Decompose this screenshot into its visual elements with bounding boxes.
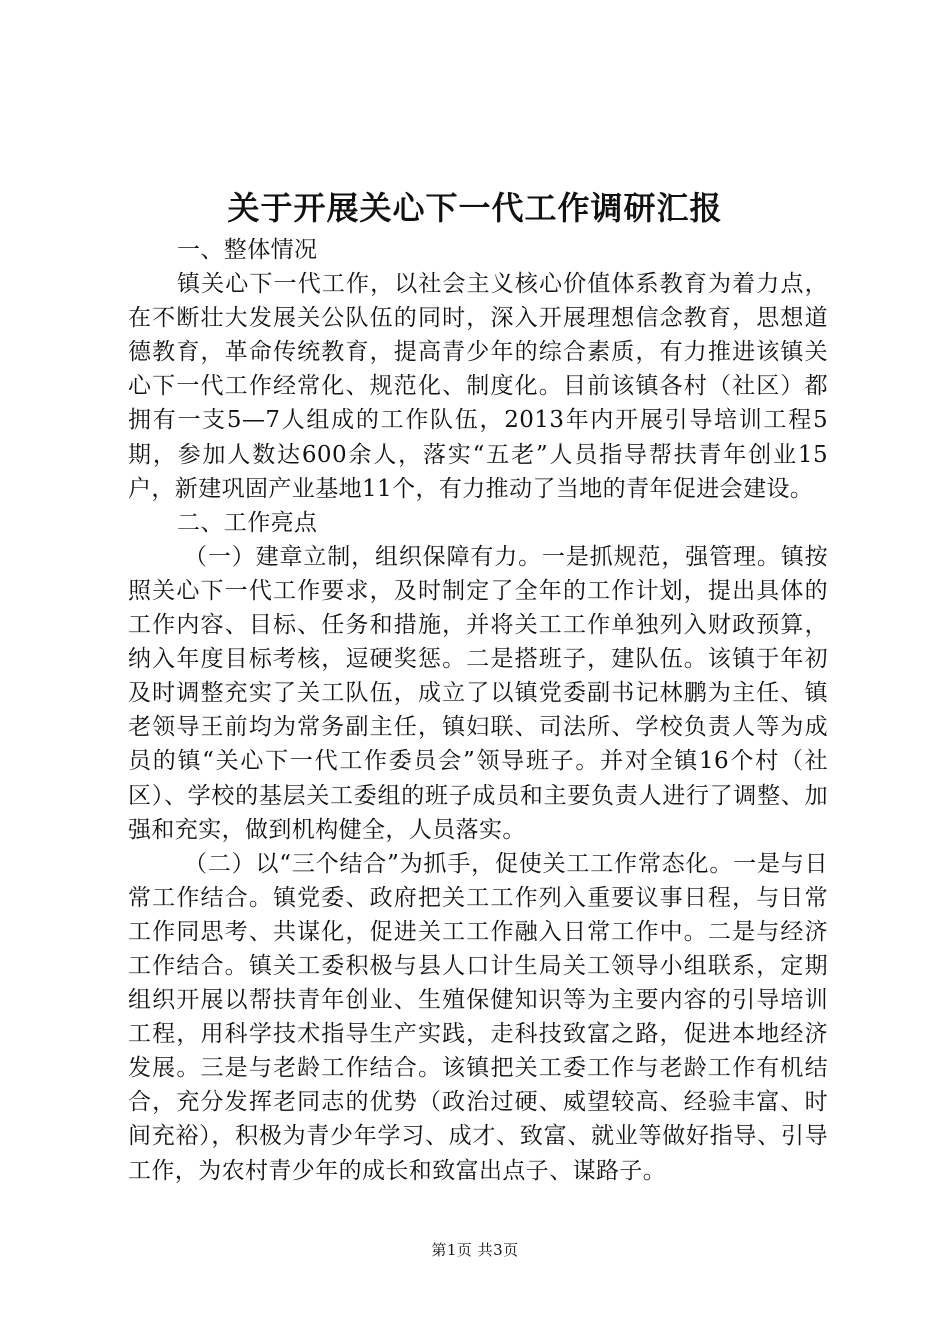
document-title: 关于开展关心下一代工作调研汇报 xyxy=(227,189,723,227)
paragraph-highlight-one: （一）建章立制，组织保障有力。一是抓规范，强管理。镇按照关心下一代工作要求，及时制定了全年的工作计划，提出具体的工作内容、目标、任务和措施，并将关工工作单独列入财政预算，纳入年度目标考核，逗硬奖惩。二是搭班子，建队伍。该镇于年初及时调整充实了关工队伍，成立了以镇党委副书记林鹏为主任、镇老领导王前均为常务副主任，镇妇联、司法所、学校负责人等为成员的镇“关心下一代工作委员会”领导班子。并对全镇16个村（社区）、学校的基层关工委组的班子成员和主要负责人进行了调整、加强和充实，做到机构健全，人员落实。 xyxy=(128,543,828,843)
paragraph-highlight-two: （二）以“三个结合”为抓手，促使关工工作常态化。一是与日常工作结合。镇党委、政府把关工工作列入重要议事日程，与日常工作同思考、共谋化，促进关工工作融入日常工作中。二是与经济工作结合。镇关工委积极与县人口计生局关工领导小组联系，定期组织开展以帮扶青年创业、生殖保健知识等为主要内容的引导培训工程，用科学技术指导生产实践，走科技致富之路，促进本地经济发展。三是与老龄工作结合。该镇把关工委工作与老龄工作有机结合，充分发挥老同志的优势（政治过硬、威望较高、经验丰富、时间充裕），积极为青少年学习、成才、致富、就业等做好指导、引导工作，为农村青少年的成长和致富出点子、谋路子。 xyxy=(128,850,828,1184)
section-heading-overview: 一、整体情况 xyxy=(177,237,318,263)
section-heading-highlights: 二、工作亮点 xyxy=(177,509,318,536)
paragraph-overview: 镇关心下一代工作，以社会主义核心价值体系教育为着力点，在不断壮大发展关公队伍的同时，深入开展理想信念教育，思想道德教育，革命传统教育，提高青少年的综合素质，有力推进该镇关心下一代工作经常化、规范化、制度化。目前该镇各村（社区）都拥有一支5—7人组成的工作队伍，2013年内开展引导培训工程5期，参加人数达600余人，落实“五老”人员指导帮扶青年创业15户，新建巩固产业基地11个，有力推动了当地的青年促进会建设。 xyxy=(128,271,828,502)
page-number-footer: 第1页 共3页 xyxy=(431,1241,519,1259)
document-body xyxy=(128,233,828,1188)
